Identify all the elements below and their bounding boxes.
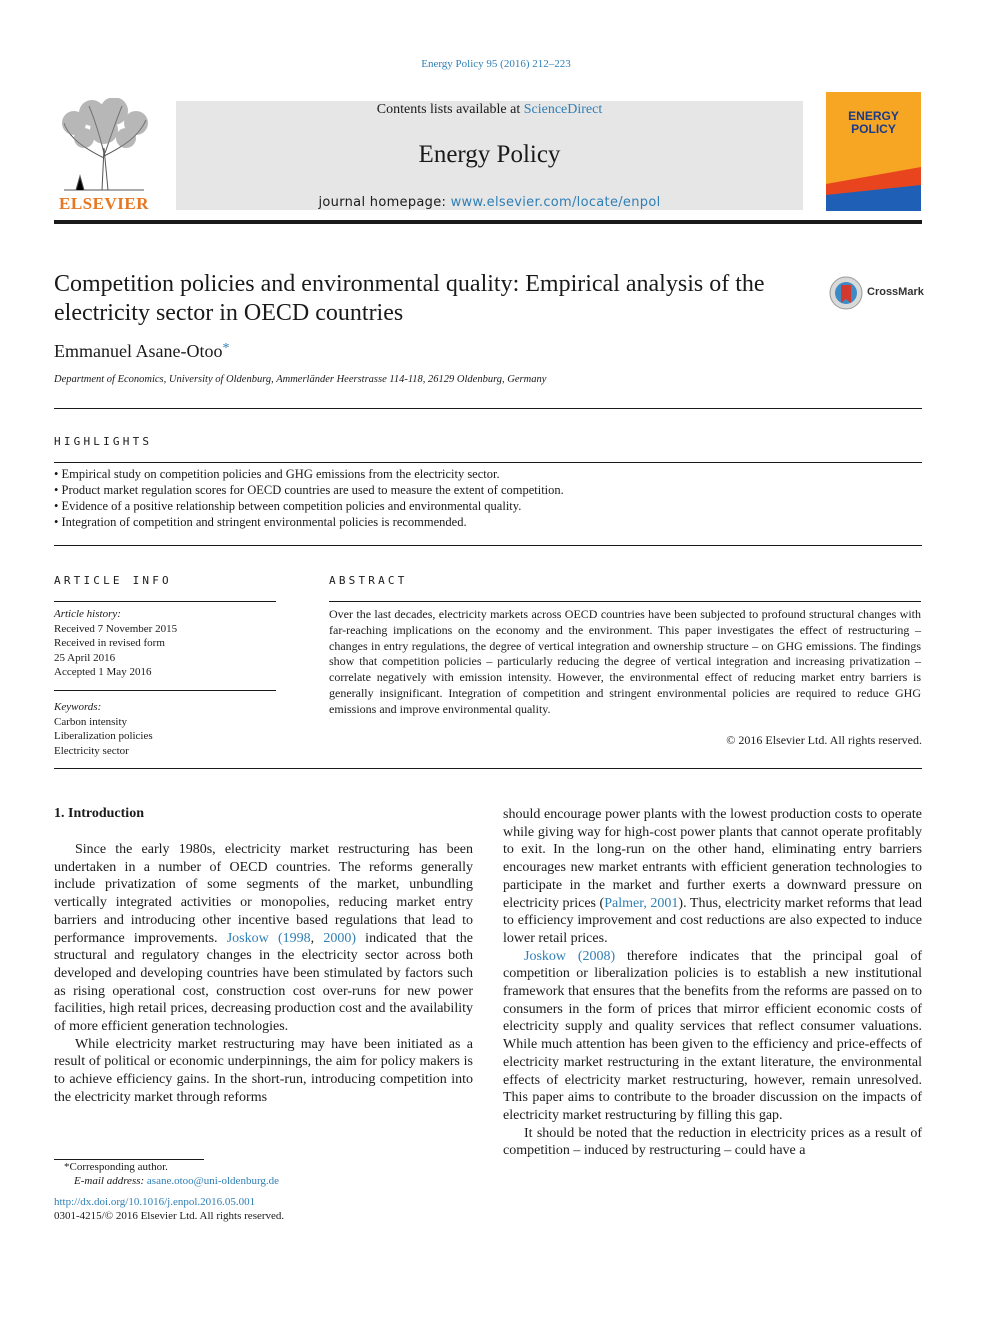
highlight-item: • Product market regulation scores for OECD countries are used to measure the extent of competition. xyxy=(54,483,564,497)
article-history xyxy=(54,607,276,680)
journal-cover-thumbnail[interactable] xyxy=(826,92,921,211)
divider xyxy=(54,768,922,769)
body-paragraph: It should be noted that the reduction in electricity prices as a result of competition – induced by restructuring – could have a xyxy=(503,1125,922,1159)
divider xyxy=(54,601,276,602)
author-affiliation: Department of Economics, University of Oldenburg, Ammerländer Heerstrasse 114-118, 26129 Oldenburg, Germany xyxy=(54,374,547,385)
header-rule xyxy=(54,220,922,224)
keywords xyxy=(54,700,276,758)
body-paragraph xyxy=(503,806,922,948)
footnotes xyxy=(54,1160,474,1223)
footnote-mark: * xyxy=(64,1161,70,1173)
citation-link[interactable]: 2000) xyxy=(323,930,356,946)
history-item: Received 7 November 2015 xyxy=(54,622,178,635)
paragraph-text: Since the early 1980s, electricity market restructuring has been undertaken in a number of OECD countries. The reforms generally include privatization of some segments of the market, unbundling vertically integrated activities or monopolies, reducing market entry barriers and introducing other incentive based regulations that lead to performance improvements. xyxy=(54,842,473,946)
citation-link[interactable]: Joskow (1998 xyxy=(226,930,311,946)
highlight-item: • Empirical study on competition policies and GHG emissions from the electricity sector. xyxy=(54,467,500,481)
body-paragraph xyxy=(54,841,473,1036)
abstract-heading: ABSTRACT xyxy=(329,574,408,587)
homepage-line xyxy=(176,195,803,210)
history-item: 25 April 2016 xyxy=(54,651,116,664)
body-paragraph xyxy=(503,948,922,1125)
crossmark-icon xyxy=(829,276,863,310)
email-label: E-mail address: xyxy=(74,1175,147,1187)
issn-line: 0301-4215/© 2016 Elsevier Ltd. All rights reserved. xyxy=(54,1210,285,1222)
author-line xyxy=(54,341,229,362)
author-name: Emmanuel Asane-Otoo xyxy=(54,341,223,361)
highlights-list xyxy=(54,466,922,530)
highlight-item: • Integration of competition and stringent environmental policies is recommended. xyxy=(54,515,467,529)
email-link[interactable]: asane.otoo@uni-oldenburg.de xyxy=(146,1175,280,1187)
contents-prefix: Contents lists available at xyxy=(376,102,524,117)
history-label: Article history: xyxy=(54,608,121,620)
paragraph-text: should encourage power plants with the lowest production costs to operate while giving way for high-cost power plants that cannot operate profitably to exit. In the long-run on the other hand, eliminating entry barriers encourages new market entrants with efficient generation technologies to participate in the market and further exerts a downward pressure on electricity prices ( xyxy=(503,807,922,911)
homepage-link[interactable]: www.elsevier.com/locate/enpol xyxy=(450,195,661,210)
paragraph-text: indicated that the structural and regulatory changes in the electricity sector across both developed and developing countries have been stimulated by factors such as rising operational cost, construction cost over-runs for new power facilities, high retail prices, decreasing production cost and the availability of more efficient generation technologies. xyxy=(54,930,473,1035)
journal-name: Energy Policy xyxy=(418,141,561,168)
history-item: Accepted 1 May 2016 xyxy=(54,666,152,678)
body-paragraph: While electricity market restructuring may have been initiated as a result of political or economic underpinnings, the aim for policy makers is to achieve efficiency gains. In the short-run, introducing competition into the electricity market through reforms xyxy=(54,1036,473,1105)
article-title: Competition policies and environmental quality: Empirical analysis of the electricity sector in OECD countries xyxy=(54,271,765,326)
highlights-heading: HIGHLIGHTS xyxy=(54,435,153,448)
email-note xyxy=(54,1174,474,1188)
divider xyxy=(54,408,922,409)
section-heading: 1. Introduction xyxy=(54,806,144,821)
body-column-right xyxy=(503,806,922,1160)
homepage-prefix: journal homepage: xyxy=(318,195,451,210)
journal-banner xyxy=(176,101,803,210)
history-item: Received in revised form xyxy=(54,637,165,649)
elsevier-tree-icon xyxy=(54,98,154,193)
sciencedirect-link[interactable]: ScienceDirect xyxy=(523,102,603,117)
paragraph-text: therefore indicates that the principal goal of competition or liberalization policies is to establish a new institutional framework that ensures that the benefits from the reforms are passed on to consumers in the form of prices that mirror efficient economic costs of electricity supply and quality services that reflect consumer valuations. While much attention has been given to the efficiency and price-effects of electricity market restructuring in the extant literature, the environmental effects of electricity market restructuring, however, remain unresolved. This paper aims to contribute to the broader discussion on the impacts of electricity market restructuring by filling this gap. xyxy=(503,948,922,1123)
journal-citation-link[interactable]: Energy Policy 95 (2016) 212–223 xyxy=(421,58,571,70)
cover-title-line2: POLICY xyxy=(851,122,896,136)
citation-separator: , xyxy=(310,930,324,946)
keyword: Carbon intensity xyxy=(54,715,128,728)
keyword: Liberalization policies xyxy=(54,730,153,742)
corresponding-note xyxy=(54,1160,474,1174)
keywords-label: Keywords: xyxy=(54,701,102,713)
corresponding-text: Corresponding author. xyxy=(69,1161,168,1173)
divider xyxy=(329,601,921,602)
elsevier-logo xyxy=(54,98,154,214)
doi-link[interactable]: http://dx.doi.org/10.1016/j.enpol.2016.05.001 xyxy=(54,1196,256,1208)
keyword: Electricity sector xyxy=(54,744,129,757)
paragraph-text: ). Thus, electricity market reforms that lead to efficiency improvement and cost reductions are also expected to induce lower retail prices. xyxy=(503,895,923,946)
divider xyxy=(54,690,276,691)
abstract-copyright: © 2016 Elsevier Ltd. All rights reserved. xyxy=(726,733,922,747)
corresponding-author-mark[interactable]: * xyxy=(222,341,230,356)
citation-link[interactable]: Joskow (2008) xyxy=(524,948,616,964)
crossmark-label: CrossMark xyxy=(867,286,924,298)
article-info-heading: ARTICLE INFO xyxy=(54,574,172,587)
abstract-text: Over the last decades, electricity markets across OECD countries have been subjected to profound structural changes with far-reaching implications on the economy and the environment. This paper investigates the effect of restructuring – changes in entry regulations, the degree of vertical integration and ownership structure – on GHG emissions. The findings show that competition policies – particularly reducing the degree of vertical integration and increasing privatization – correlate negatively with emission intensity. However, the environmental effect of reducing market entry barriers is generally insignificant. Integration of competition and stringent environmental policies are required to reduce GHG emissions and improve environmental quality. xyxy=(329,607,921,716)
cover-graphic xyxy=(826,92,921,211)
highlight-item: • Evidence of a positive relationship between competition policies and environmental quality. xyxy=(54,499,522,513)
contents-line xyxy=(176,102,803,118)
divider xyxy=(54,545,922,546)
body-column-left xyxy=(54,841,473,1107)
cover-title-line1: ENERGY xyxy=(848,109,899,123)
doi-line xyxy=(54,1195,474,1209)
divider xyxy=(54,462,922,463)
elsevier-wordmark: ELSEVIER xyxy=(59,194,149,213)
citation-link[interactable]: Palmer, 2001 xyxy=(604,895,679,911)
crossmark-badge[interactable] xyxy=(829,276,922,310)
